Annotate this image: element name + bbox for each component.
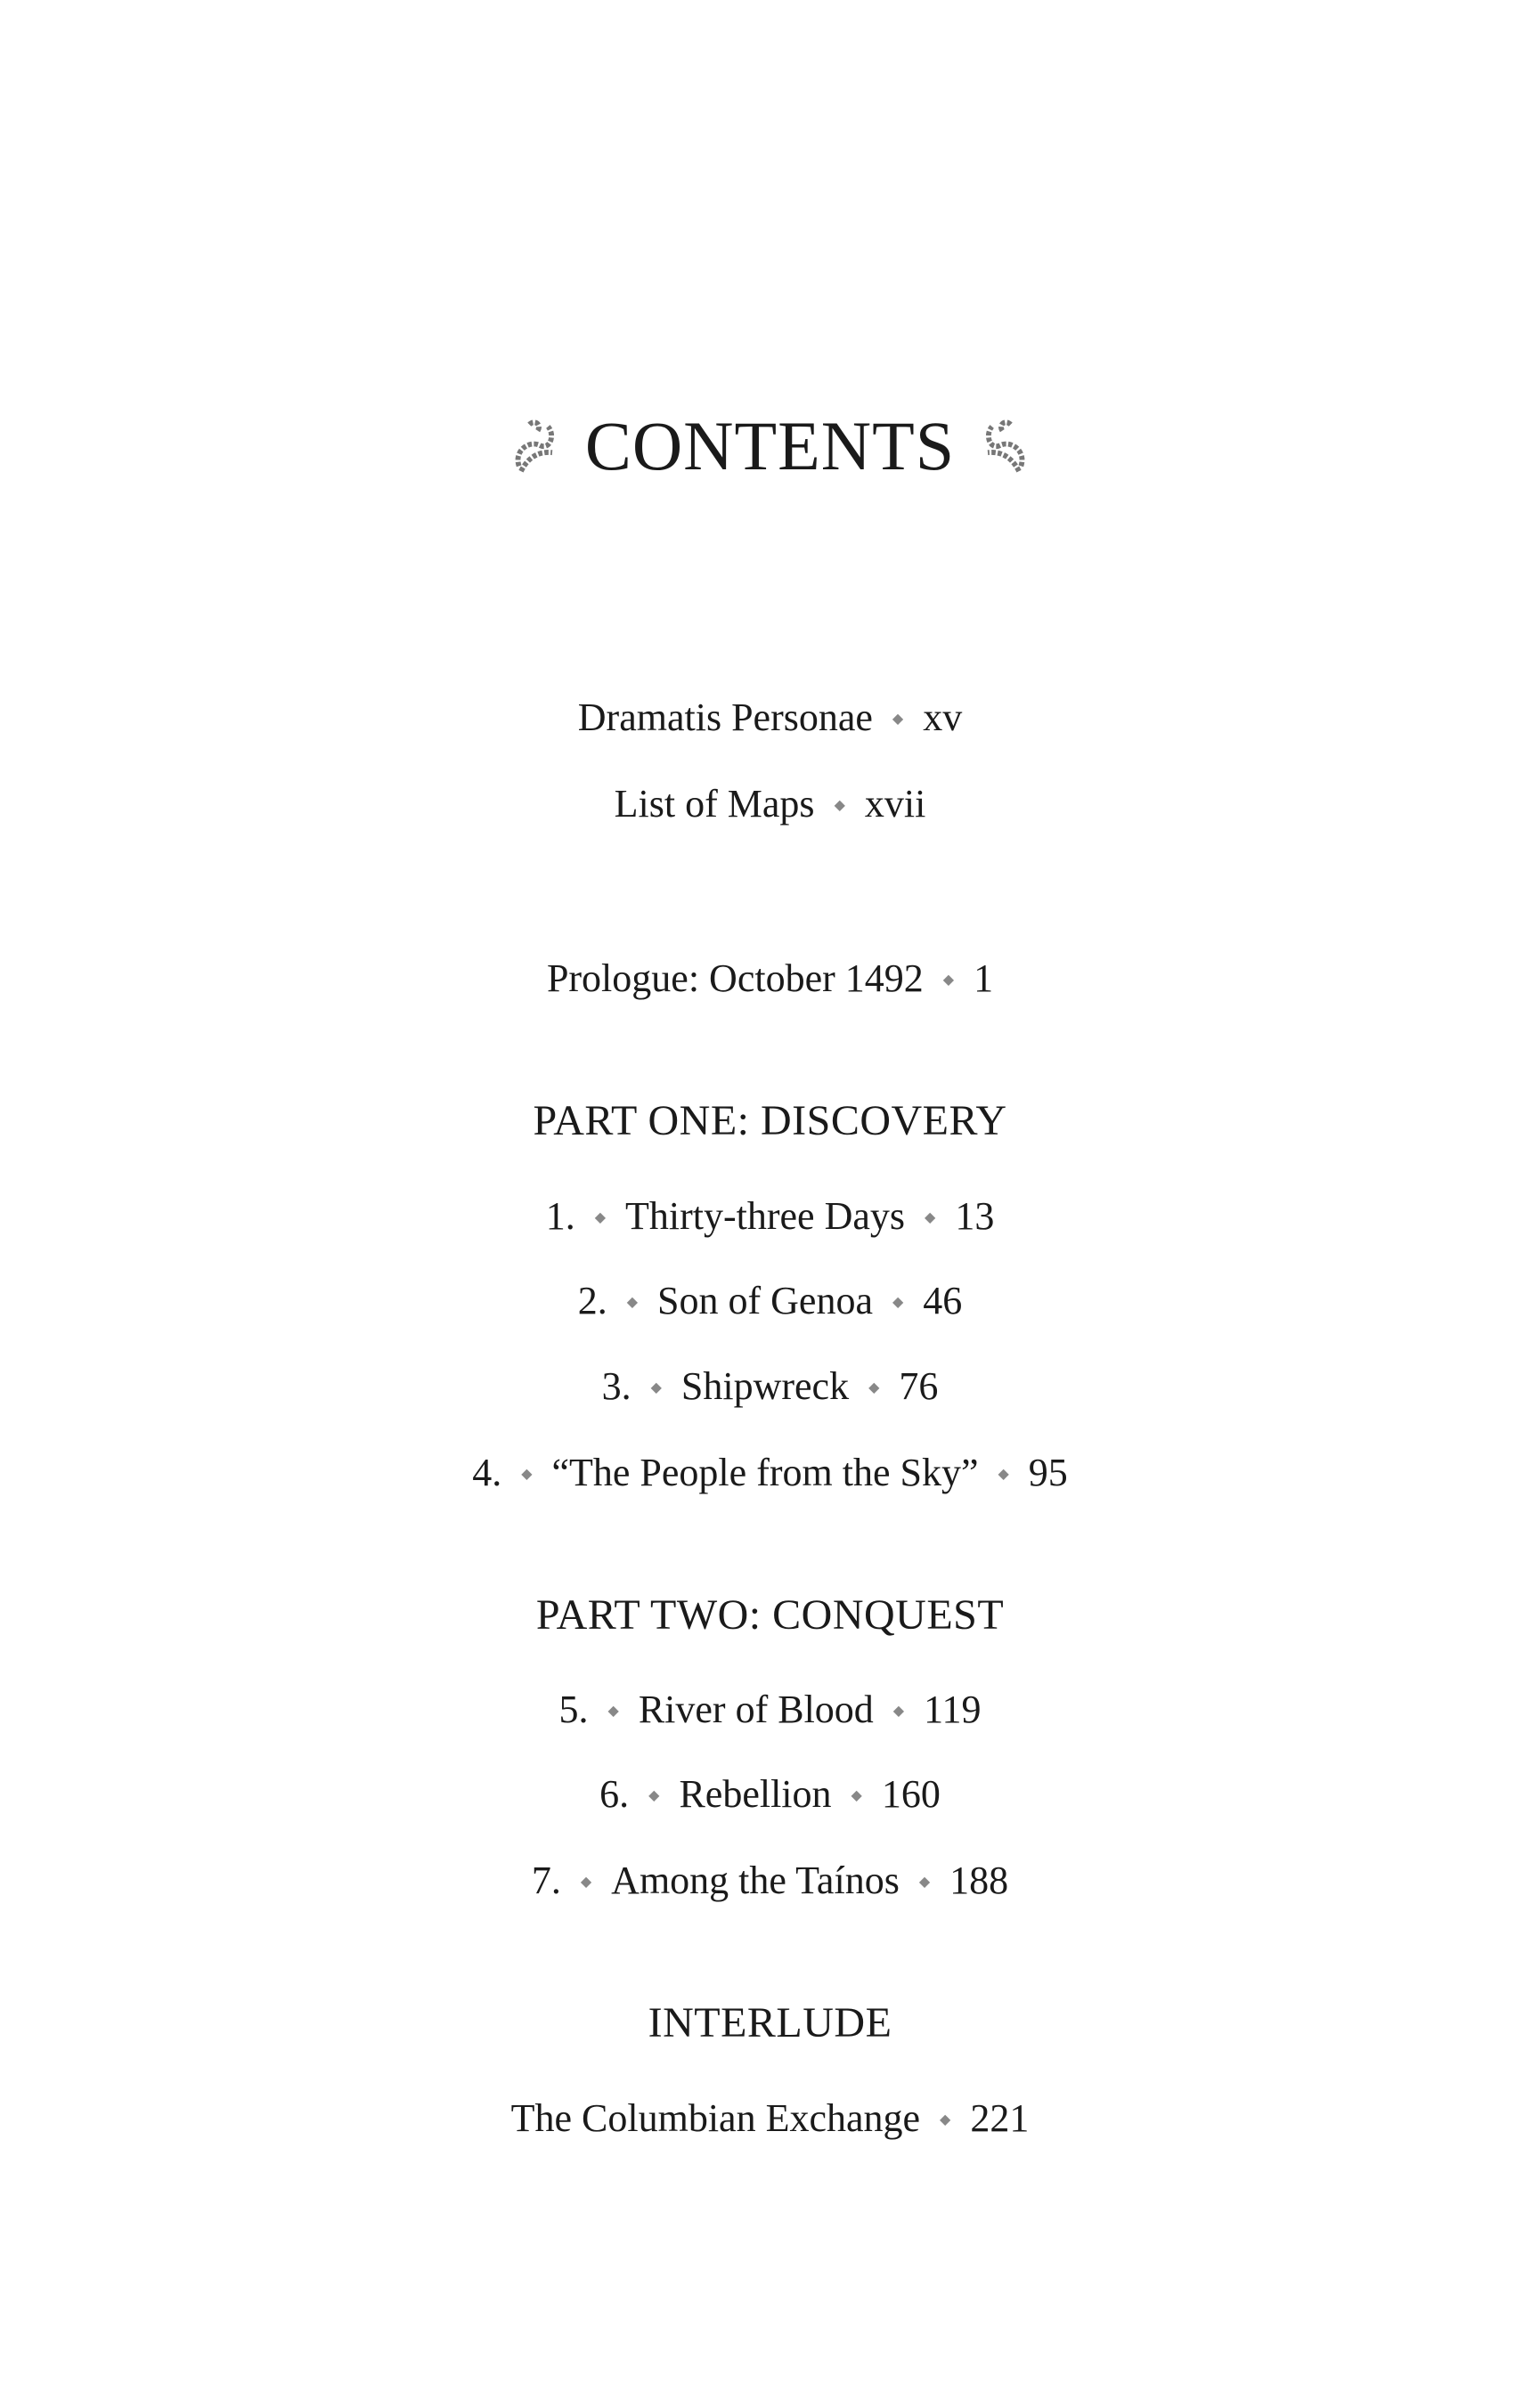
diamond-icon: ◆ — [892, 712, 904, 727]
entry-text: 6. — [599, 1772, 630, 1816]
entry-text: Among the Taínos — [611, 1859, 900, 1902]
entry-text: Rebellion — [679, 1772, 832, 1816]
entry-text: “The People from the Sky” — [551, 1451, 979, 1494]
diamond-icon: ◆ — [998, 1467, 1009, 1482]
diamond-icon: ◆ — [834, 798, 845, 813]
toc-entry — [0, 1453, 1540, 1493]
entry-text: 119 — [924, 1688, 982, 1731]
entry-text: 13 — [955, 1194, 995, 1238]
diamond-icon: ◆ — [892, 1704, 905, 1719]
title-text: CONTENTS — [584, 407, 956, 484]
entry-text: River of Blood — [638, 1688, 874, 1731]
toc-entry — [0, 1281, 1540, 1321]
diamond-icon: ◆ — [868, 1380, 880, 1395]
diamond-icon: ◆ — [580, 1875, 592, 1890]
entry-text: 1 — [974, 956, 994, 1000]
entry-text: The Columbian Exchange — [510, 2096, 921, 2140]
diamond-icon: ◆ — [851, 1788, 862, 1803]
toc-entry — [0, 782, 1540, 826]
entry-text: 76 — [899, 1364, 939, 1408]
part-heading: INTERLUDE — [648, 1999, 892, 2046]
entry-text: 4. — [472, 1451, 502, 1494]
diamond-icon: ◆ — [521, 1467, 533, 1482]
diamond-icon: ◆ — [607, 1704, 619, 1719]
entry-text: 5. — [558, 1688, 589, 1731]
entry-text: 46 — [923, 1279, 963, 1322]
entry-text: 2. — [577, 1279, 607, 1322]
entry-text: 7. — [531, 1859, 561, 1902]
diamond-icon: ◆ — [626, 1295, 639, 1310]
toc-entry — [0, 2096, 1540, 2140]
entry-text: Dramatis Personae — [577, 696, 873, 739]
diamond-icon: ◆ — [942, 972, 955, 988]
entry-text: Son of Genoa — [657, 1279, 873, 1322]
entry-text: 160 — [881, 1772, 941, 1816]
ornament-left-icon — [509, 414, 571, 476]
diamond-icon: ◆ — [648, 1788, 660, 1803]
toc-entry — [0, 1690, 1540, 1729]
entry-text: Shipwreck — [680, 1364, 850, 1408]
entry-text: 3. — [601, 1364, 631, 1408]
toc-entry — [0, 1861, 1540, 1900]
diamond-icon: ◆ — [892, 1295, 904, 1310]
part-heading: PART TWO: CONQUEST — [535, 1591, 1005, 1639]
entry-text: 1. — [545, 1194, 575, 1238]
entry-text: Prologue: October 1492 — [546, 956, 924, 1000]
diamond-icon: ◆ — [918, 1875, 931, 1890]
diamond-icon: ◆ — [650, 1380, 662, 1395]
contents-title — [0, 407, 1540, 484]
toc-entry — [0, 1194, 1540, 1238]
entry-text: 188 — [949, 1859, 1009, 1902]
toc-entry — [0, 1364, 1540, 1408]
entry-text: xvii — [864, 782, 926, 826]
entry-text: 221 — [970, 2096, 1030, 2140]
entry-text: 95 — [1028, 1451, 1068, 1494]
entry-text: Thirty-three Days — [625, 1194, 905, 1238]
part-heading: PART ONE: DISCOVERY — [533, 1097, 1007, 1144]
ornament-right-icon — [969, 414, 1031, 476]
diamond-icon: ◆ — [940, 2112, 951, 2127]
toc-entry — [0, 1772, 1540, 1816]
diamond-icon: ◆ — [594, 1210, 606, 1225]
entry-text: xv — [923, 696, 963, 739]
toc-entry — [0, 956, 1540, 1000]
diamond-icon: ◆ — [925, 1210, 936, 1225]
entry-text: List of Maps — [614, 782, 815, 826]
toc-entry — [0, 698, 1540, 737]
